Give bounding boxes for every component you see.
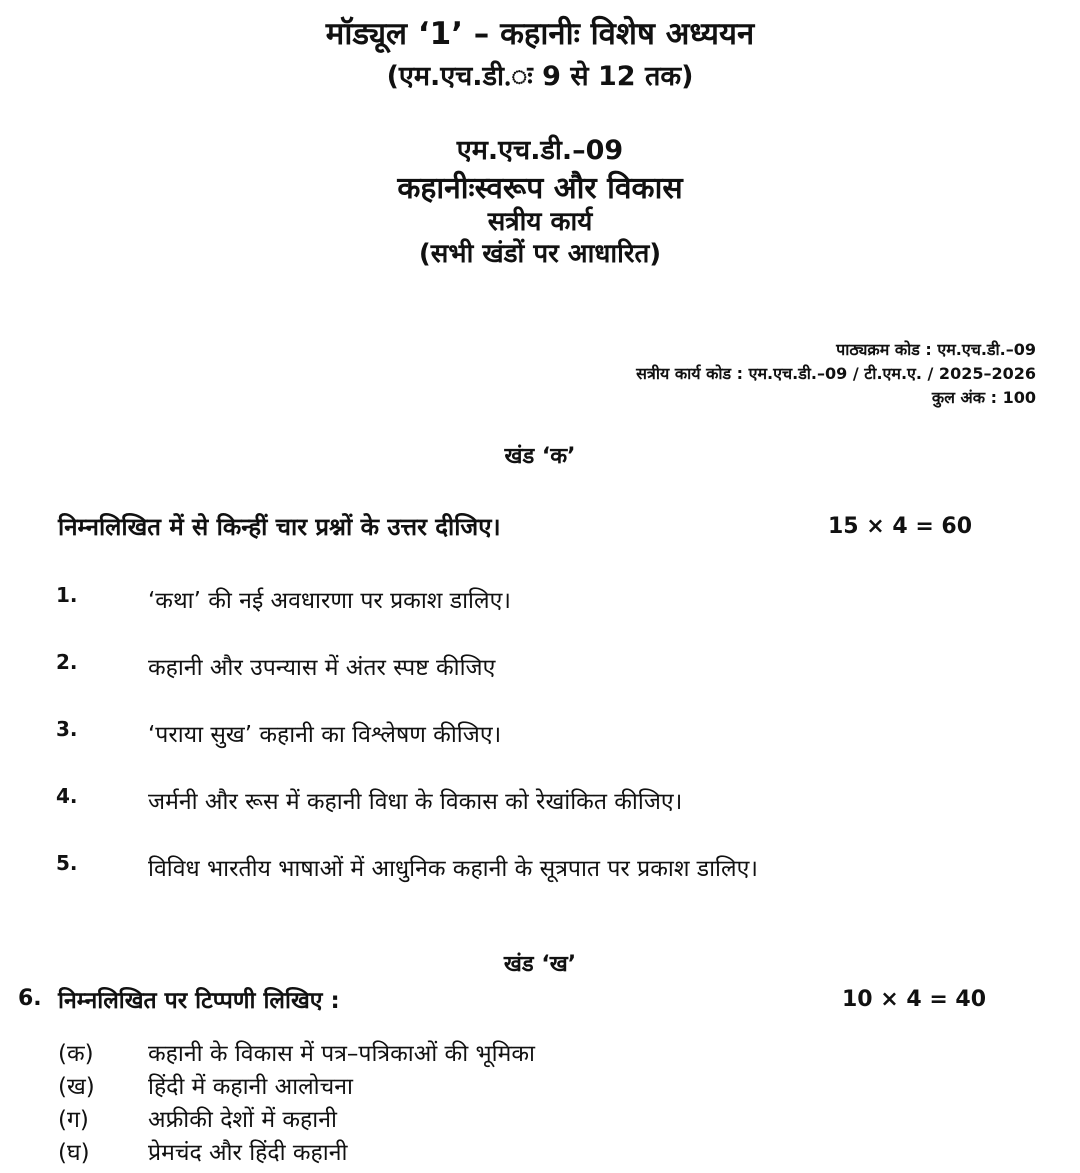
question-number: 3. <box>56 717 78 741</box>
sub-item-text: हिंदी में कहानी आलोचना <box>148 1074 353 1100</box>
section-b-question-number: 6. <box>18 986 42 1011</box>
course-code: पाठ्यक्रम कोड : एम.एच.डी.–09 <box>836 340 1036 359</box>
sub-item-label: (घ) <box>58 1140 90 1166</box>
question-number: 4. <box>56 784 78 808</box>
total-marks: कुल अंक : 100 <box>931 388 1036 407</box>
question-number: 2. <box>56 650 78 674</box>
assignment-scope: (सभी खंडों पर आधारित) <box>418 239 662 269</box>
sub-item-text: प्रेमचंद और हिंदी कहानी <box>148 1140 348 1166</box>
question-number: 1. <box>56 583 78 607</box>
question-text: विविध भारतीय भाषाओं में आधुनिक कहानी के सूत्रपात पर प्रकाश डालिए। <box>148 856 759 882</box>
course-name: कहानीःस्वरूप और विकास <box>397 171 683 206</box>
question-text: ‘कथा’ की नई अवधारणा पर प्रकाश डालिए। <box>148 588 512 614</box>
sub-item-text: कहानी के विकास में पत्र–पत्रिकाओं की भूमिका <box>148 1041 535 1067</box>
course-code-title: एम.एच.डी.–09 <box>456 135 624 166</box>
sub-item-label: (ग) <box>58 1107 89 1133</box>
assignment-label: सत्रीय कार्य <box>487 207 593 237</box>
section-a-title: खंड ‘क’ <box>504 444 576 469</box>
sub-item-label: (ख) <box>58 1074 95 1100</box>
module-range: (एम.एच.डी.ः 9 से 12 तक) <box>386 61 694 92</box>
question-text: जर्मनी और रूस में कहानी विधा के विकास को रेखांकित कीजिए। <box>148 789 683 815</box>
question-text: कहानी और उपन्यास में अंतर स्पष्ट कीजिए <box>148 655 496 681</box>
question-number: 5. <box>56 851 78 875</box>
section-b-marks: 10 × 4 = 40 <box>842 987 987 1012</box>
module-title: मॉड्यूल ‘1’ – कहानीः विशेष अध्ययन <box>325 16 755 52</box>
question-text: ‘पराया सुख’ कहानी का विश्लेषण कीजिए। <box>148 722 502 748</box>
assignment-code: सत्रीय कार्य कोड : एम.एच.डी.–09 / टी.एम.ए. / 2025–2026 <box>636 364 1036 383</box>
sub-item-text: अफ्रीकी देशों में कहानी <box>148 1107 337 1133</box>
section-b-title: खंड ‘ख’ <box>503 952 577 977</box>
section-a-marks: 15 × 4 = 60 <box>828 514 973 539</box>
section-b-instruction: निम्नलिखित पर टिप्पणी लिखिए : <box>58 988 340 1014</box>
section-a-instruction: निम्नलिखित में से किन्हीं चार प्रश्नों के उत्तर दीजिए। <box>58 513 501 541</box>
sub-item-label: (क) <box>58 1041 94 1067</box>
